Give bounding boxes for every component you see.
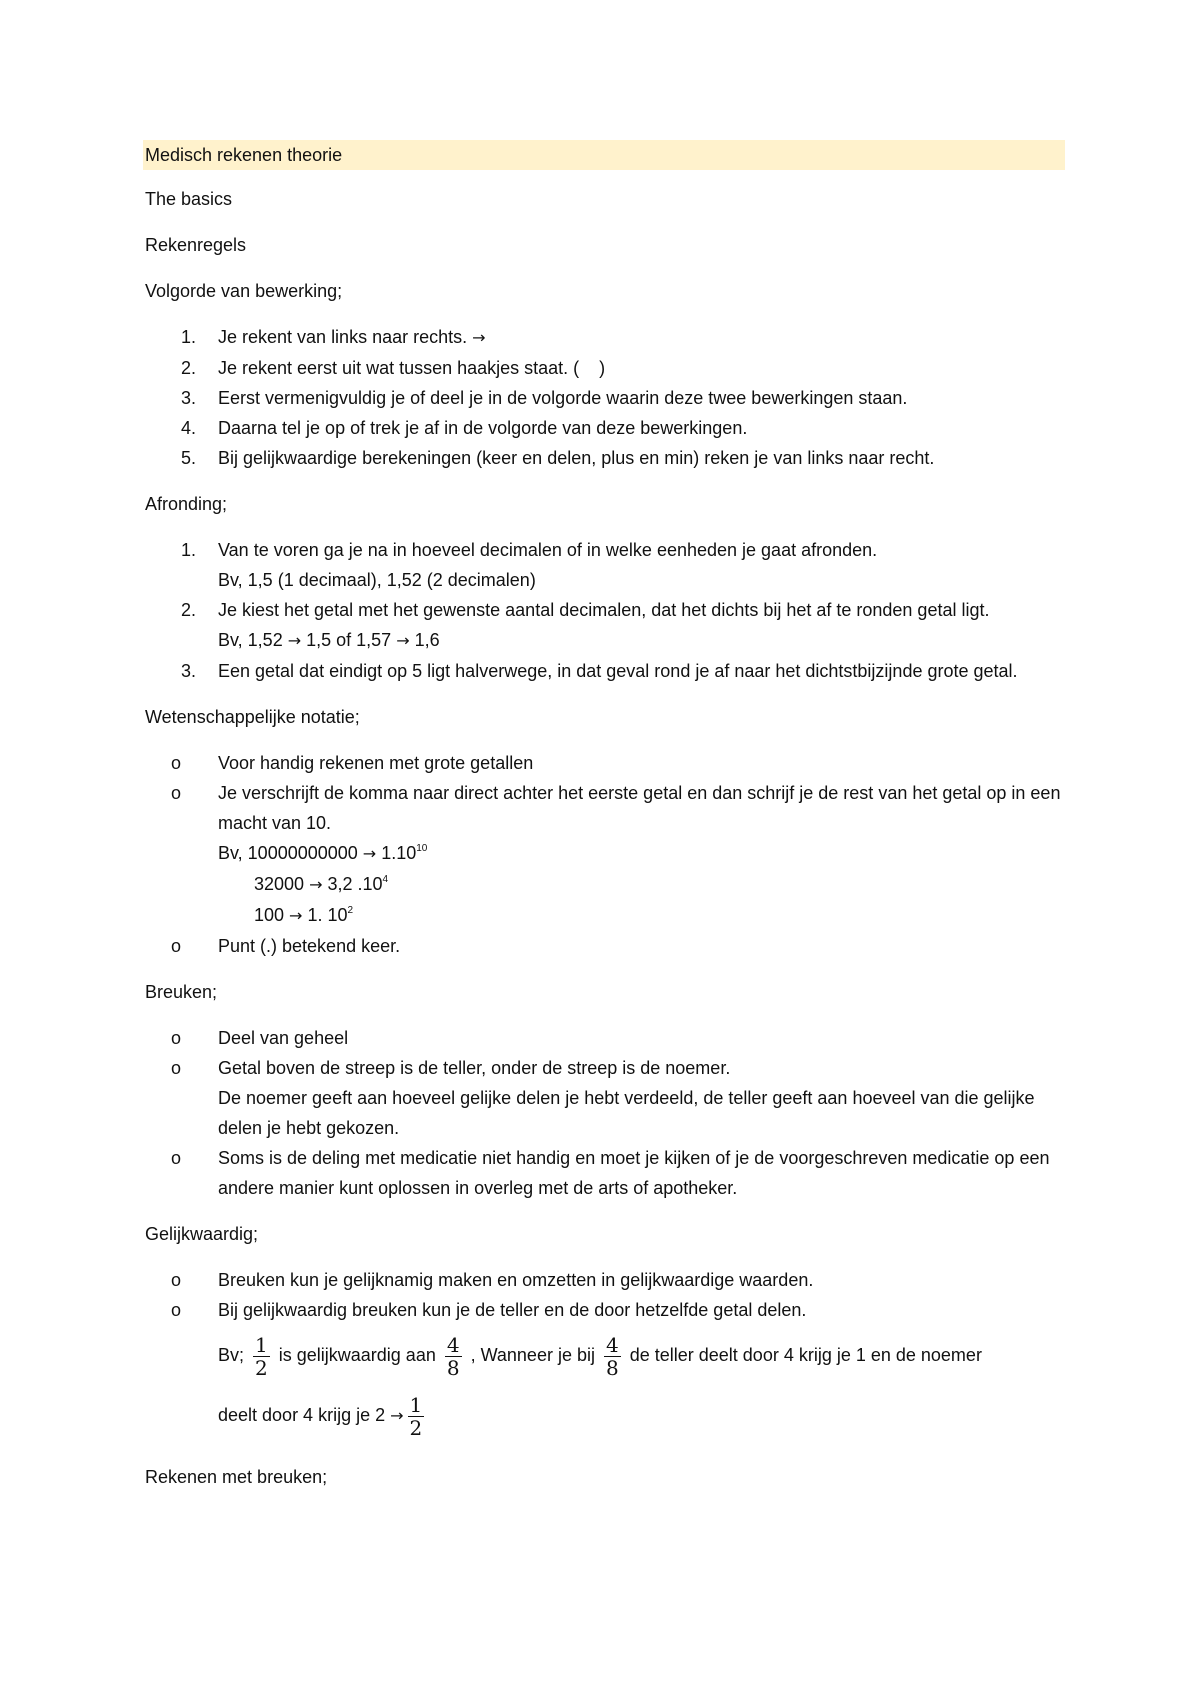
list-item-example	[218, 869, 1065, 900]
fraction	[408, 1394, 425, 1439]
list-item	[143, 595, 1065, 656]
example-text: 1,5 of 1,57	[301, 630, 397, 650]
arrow-icon: →	[309, 875, 323, 894]
example-text: 3,2 .10	[322, 874, 383, 894]
list-item-text: Eerst vermenigvuldig je of deel je in de volgorde waarin deze twee bewerkingen staan.	[218, 388, 908, 408]
heading-breuken: Breuken;	[145, 982, 218, 1002]
breuken-list	[143, 1023, 1065, 1203]
fraction-denominator: 8	[446, 1355, 460, 1380]
arrow-icon: →	[289, 906, 303, 925]
list-item-text: Je rekent van links naar rechts.	[218, 327, 473, 347]
heading-gelijkwaardig: Gelijkwaardig;	[145, 1224, 259, 1244]
fraction-example	[218, 1385, 1065, 1446]
gelijkwaardig-list	[143, 1265, 1065, 1446]
list-item	[143, 778, 1065, 931]
bullet-icon: o	[171, 1148, 182, 1168]
list-item	[143, 1053, 1065, 1143]
fraction	[604, 1334, 621, 1379]
bullet-icon: o	[171, 783, 182, 803]
list-item-text: Bij gelijkwaardige berekeningen (keer en delen, plus en min) reken je van links naar recht.	[218, 448, 935, 468]
fraction-denominator: 8	[605, 1355, 619, 1380]
list-item	[143, 383, 1065, 413]
list-item	[143, 1023, 1065, 1053]
list-item-text: Breuken kun je gelijknamig maken en omzetten in gelijkwaardige waarden.	[218, 1270, 814, 1290]
list-item-example: Bv, 1,5 (1 decimaal), 1,52 (2 decimalen)	[218, 570, 536, 590]
fraction-numerator: 1	[409, 1392, 423, 1417]
fraction-example	[218, 1325, 1065, 1385]
list-item	[143, 322, 1065, 353]
example-text: 32000	[254, 874, 310, 894]
list-item-text: Getal boven de streep is de teller, onder de streep is de noemer.	[218, 1058, 731, 1078]
list-item-text: Je verschrijft de komma naar direct achter het eerste getal en dan schrijf je de rest van het getal op in een macht van 10.	[218, 783, 1061, 833]
list-item-example	[218, 900, 1065, 931]
list-item-text: De noemer geeft aan hoeveel gelijke delen je hebt verdeeld, de teller geeft aan hoeveel van die gelijke delen je hebt gekozen.	[218, 1088, 1035, 1138]
fraction-numerator: 4	[446, 1332, 460, 1357]
document-page	[143, 140, 1065, 1508]
arrow-icon: →	[287, 631, 302, 650]
list-item	[143, 748, 1065, 778]
wetenschappelijk-list	[143, 748, 1065, 961]
list-number: 2.	[181, 358, 197, 378]
example-text: 1. 10	[302, 905, 348, 925]
section-rekenregels: Rekenregels	[145, 235, 247, 255]
heading-afronding: Afronding;	[145, 494, 228, 514]
list-number: 2.	[181, 600, 197, 620]
example-text: Bv;	[218, 1345, 250, 1365]
list-item-example	[218, 625, 1065, 656]
bullet-icon: o	[171, 1028, 182, 1048]
example-text: deelt door 4 krijg je 2	[218, 1405, 391, 1425]
exponent: 4	[382, 874, 389, 885]
fraction-numerator: 1	[255, 1332, 268, 1357]
afronding-list	[143, 535, 1065, 686]
list-item	[143, 1295, 1065, 1446]
list-item-text: Daarna tel je op of trek je af in de volgorde van deze bewerkingen.	[218, 418, 748, 438]
example-text: 100	[254, 905, 290, 925]
example-text: 1.10	[376, 843, 417, 863]
example-text: 1,6	[409, 630, 440, 650]
list-item	[143, 1265, 1065, 1295]
list-item-text: Je kiest het getal met het gewenste aantal decimalen, dat het dichts bij het af te ronden getal ligt.	[218, 600, 990, 620]
heading-rekenen-breuken: Rekenen met breuken;	[145, 1467, 328, 1487]
list-item	[143, 656, 1065, 686]
list-number: 5.	[181, 448, 197, 468]
list-number: 3.	[181, 388, 197, 408]
list-number: 1.	[181, 540, 197, 560]
list-item-text: Punt (.) betekend keer.	[218, 936, 401, 956]
section-basics: The basics	[145, 189, 233, 209]
bullet-icon: o	[171, 1058, 182, 1078]
fraction	[445, 1334, 462, 1379]
list-item	[143, 413, 1065, 443]
arrow-icon: →	[390, 1406, 404, 1425]
heading-volgorde: Volgorde van bewerking;	[145, 281, 343, 301]
list-item	[143, 443, 1065, 473]
fraction-denominator: 2	[255, 1355, 268, 1380]
arrow-icon: →	[362, 844, 377, 863]
list-item	[143, 931, 1065, 961]
example-text: Bv, 10000000000	[218, 843, 363, 863]
bullet-icon: o	[171, 753, 182, 773]
list-item-text: Van te voren ga je na in hoeveel decimalen of in welke eenheden je gaat afronden.	[218, 540, 878, 560]
heading-wetenschappelijk: Wetenschappelijke notatie;	[145, 707, 360, 727]
list-item-text: Een getal dat eindigt op 5 ligt halverwege, in dat geval rond je af naar het dichtstbijzijnde grote getal.	[218, 661, 1018, 681]
exponent: 2	[347, 905, 354, 916]
list-item-example	[218, 838, 1065, 869]
list-item-text: Soms is de deling met medicatie niet handig en moet je kijken of je de voorgeschreven medicatie op een andere manier kunt oplossen in overleg met de arts of apotheker.	[218, 1148, 1050, 1198]
exponent: 10	[416, 843, 428, 854]
example-text: is gelijkwaardig aan	[273, 1345, 441, 1365]
volgorde-list	[143, 322, 1065, 473]
fraction-numerator: 4	[605, 1332, 619, 1357]
document-title: Medisch rekenen theorie	[143, 140, 1065, 170]
list-item	[143, 535, 1065, 595]
arrow-icon: →	[472, 328, 486, 347]
list-item-text: Deel van geheel	[218, 1028, 349, 1048]
list-item-text: Je rekent eerst uit wat tussen haakjes staat. ( )	[218, 358, 606, 378]
example-text: Bv, 1,52	[218, 630, 288, 650]
fraction-denominator: 2	[409, 1415, 423, 1440]
list-item	[143, 353, 1065, 383]
list-number: 1.	[181, 327, 197, 347]
list-item-text: Voor handig rekenen met grote getallen	[218, 753, 534, 773]
example-text: , Wanneer je bij	[465, 1345, 600, 1365]
arrow-icon: →	[396, 631, 410, 650]
fraction	[253, 1334, 270, 1379]
bullet-icon: o	[171, 1270, 182, 1290]
example-text: de teller deelt door 4 krijg je 1 en de noemer	[624, 1345, 982, 1365]
list-number: 3.	[181, 661, 197, 681]
list-item-text: Bij gelijkwaardig breuken kun je de teller en de door hetzelfde getal delen.	[218, 1300, 807, 1320]
list-number: 4.	[181, 418, 197, 438]
bullet-icon: o	[171, 1300, 182, 1320]
list-item	[143, 1143, 1065, 1203]
bullet-icon: o	[171, 936, 182, 956]
